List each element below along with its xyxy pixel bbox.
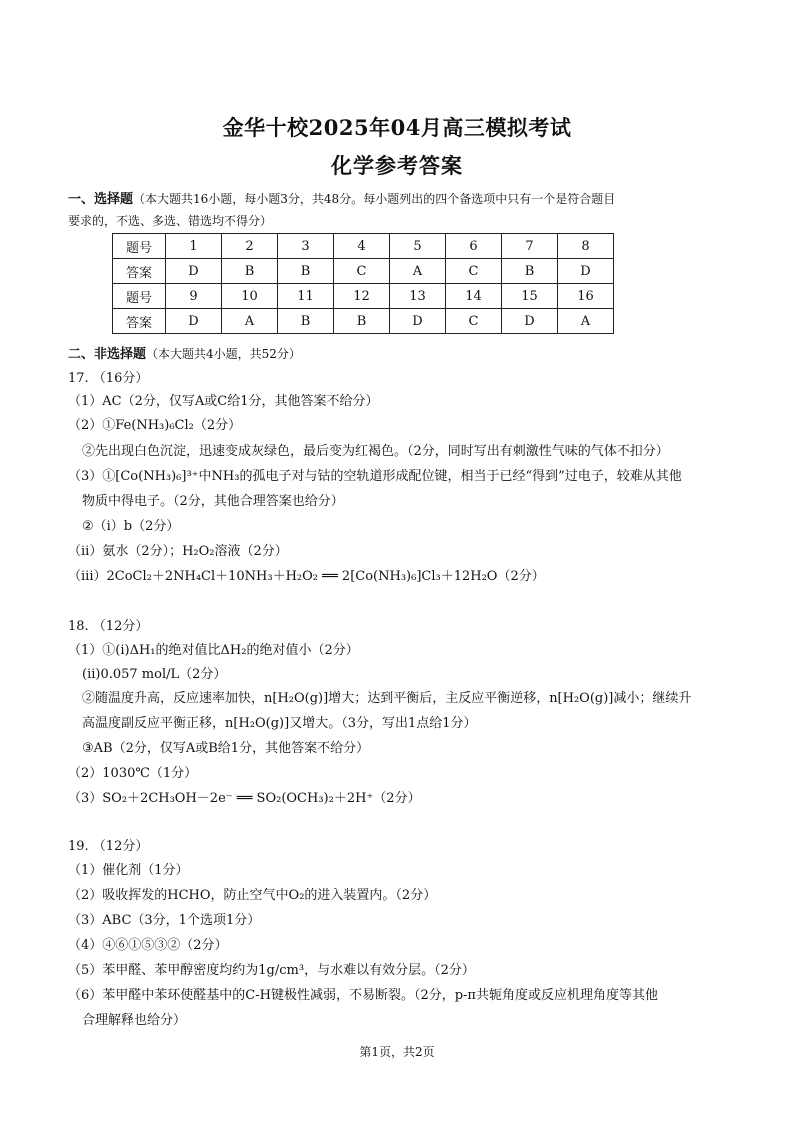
table-row-header: 题号 (113, 284, 166, 309)
section2-heading (68, 345, 301, 364)
table-cell: 2 (222, 234, 278, 259)
table-cell: A (390, 259, 446, 284)
q19-line6: （6）苯甲醛中苯环使醛基中的C-H键极性减弱，不易断裂。（2分，p-π共轭角度或反应机理角度等其他 (68, 988, 658, 1003)
q17-head: 17. （16分） (68, 371, 149, 386)
table-cell: D (502, 309, 558, 334)
table-cell: A (222, 309, 278, 334)
table-cell: B (334, 309, 390, 334)
q17-line7: （ii）氨水（2分）；H₂O₂溶液（2分） (68, 544, 288, 559)
q18-line5: ③AB（2分，仅写A或B给1分，其他答案不给分） (82, 741, 370, 756)
page-number: 第1页，共2页 (359, 1045, 435, 1059)
table-cell: A (558, 309, 614, 334)
section2-label: 二、非选择题 (68, 347, 147, 362)
table-row-header: 答案 (113, 259, 166, 284)
q17-line4: （3）①[Co(NH₃)₆]³⁺中NH₃的孤电子对与钴的空轨道形成配位键，相当于已经“得到”过电子，较难从其他 (68, 469, 682, 484)
q19-line2: （2）吸收挥发的HCHO，防止空气中O₂的进入装置内。（2分） (68, 888, 437, 903)
q18-head: 18. （12分） (68, 619, 149, 634)
table-cell: B (222, 259, 278, 284)
section1-label: 一、选择题 (68, 192, 134, 207)
section2-desc: （本大题共4小题，共52分） (146, 347, 301, 361)
table-cell: 4 (334, 234, 390, 259)
q18-line4: 高温度副反应平衡正移，n[H₂O(g)]又增大。（3分，写出1点给1分） (82, 716, 477, 731)
table-row (113, 234, 614, 259)
section1-desc1: （本大题共16小题，每小题3分，共48分。每小题列出的四个备选项中只有一个是符合题目 (133, 192, 616, 206)
q17-line6: ②（i）b（2分） (82, 519, 180, 534)
answer-table (112, 233, 614, 334)
q18-line3: ②随温度升高，反应速率加快，n[H₂O(g)]增大；达到平衡后，主反应平衡逆移，n[H₂O(g)]减小；继续升 (82, 691, 692, 706)
q18-line2: (ii)0.057 mol/L（2分） (82, 667, 227, 682)
table-cell: 14 (446, 284, 502, 309)
q17-line5: 物质中得电子。（2分，其他合理答案也给分） (82, 494, 344, 509)
table-cell: 15 (502, 284, 558, 309)
table-cell: 10 (222, 284, 278, 309)
section1-desc2: 要求的，不选、多选、错选均不得分） (68, 214, 273, 228)
q17-line1: （1）AC（2分，仅写A或C给1分，其他答案不给分） (68, 394, 379, 409)
table-cell: 12 (334, 284, 390, 309)
table-cell: 11 (278, 284, 334, 309)
q19-line5: （5）苯甲醛、苯甲醇密度均约为1g/cm³，与水难以有效分层。（2分） (68, 963, 475, 978)
table-cell: 9 (166, 284, 222, 309)
section1-heading (68, 190, 615, 209)
table-cell: D (166, 259, 222, 284)
table-cell: C (446, 309, 502, 334)
q17-line8: （iii）2CoCl₂＋2NH₄Cl＋10NH₃＋H₂O₂ ══ 2[Co(NH₃)₆]Cl₃＋12H₂O（2分） (68, 569, 545, 584)
table-cell: 8 (558, 234, 614, 259)
table-cell: 1 (166, 234, 222, 259)
table-row-header: 答案 (113, 309, 166, 334)
q19-line3: （3）ABC（3分，1个选项1分） (68, 913, 261, 928)
q18-line1: （1）①(i)ΔH₁的绝对值比ΔH₂的绝对值小（2分） (68, 643, 359, 658)
q19-line1: （1）催化剂（1分） (68, 863, 189, 878)
table-row (113, 284, 614, 309)
table-cell: C (334, 259, 390, 284)
table-cell: B (278, 309, 334, 334)
q19-line4: （4）④⑥①⑤③②（2分） (68, 938, 228, 953)
table-cell: 16 (558, 284, 614, 309)
q18-line6: （2）1030℃（1分） (68, 766, 198, 781)
table-cell: B (278, 259, 334, 284)
table-cell: 6 (446, 234, 502, 259)
table-cell: D (558, 259, 614, 284)
table-cell: 3 (278, 234, 334, 259)
table-cell: C (446, 259, 502, 284)
q18-line7: （3）SO₂＋2CH₃OH－2e⁻ ══ SO₂(OCH₃)₂＋2H⁺（2分） (68, 791, 421, 806)
page-title: 金华十校2025年04月高三模拟考试 (222, 115, 572, 140)
table-cell: B (502, 259, 558, 284)
table-row-header: 题号 (113, 234, 166, 259)
table-row (113, 259, 614, 284)
table-cell: D (390, 309, 446, 334)
q17-line3: ②先出现白色沉淀，迅速变成灰绿色，最后变为红褐色。（2分，同时写出有刺激性气味的气体不扣分） (82, 444, 669, 459)
table-cell: 5 (390, 234, 446, 259)
q19-head: 19. （12分） (68, 839, 149, 854)
table-cell: 7 (502, 234, 558, 259)
table-cell: 13 (390, 284, 446, 309)
q17-line2: （2）①Fe(NH₃)₆Cl₂（2分） (68, 418, 242, 433)
table-row (113, 309, 614, 334)
q19-line7: 合理解释也给分） (82, 1013, 187, 1028)
page-subtitle: 化学参考答案 (331, 153, 463, 178)
table-cell: D (166, 309, 222, 334)
